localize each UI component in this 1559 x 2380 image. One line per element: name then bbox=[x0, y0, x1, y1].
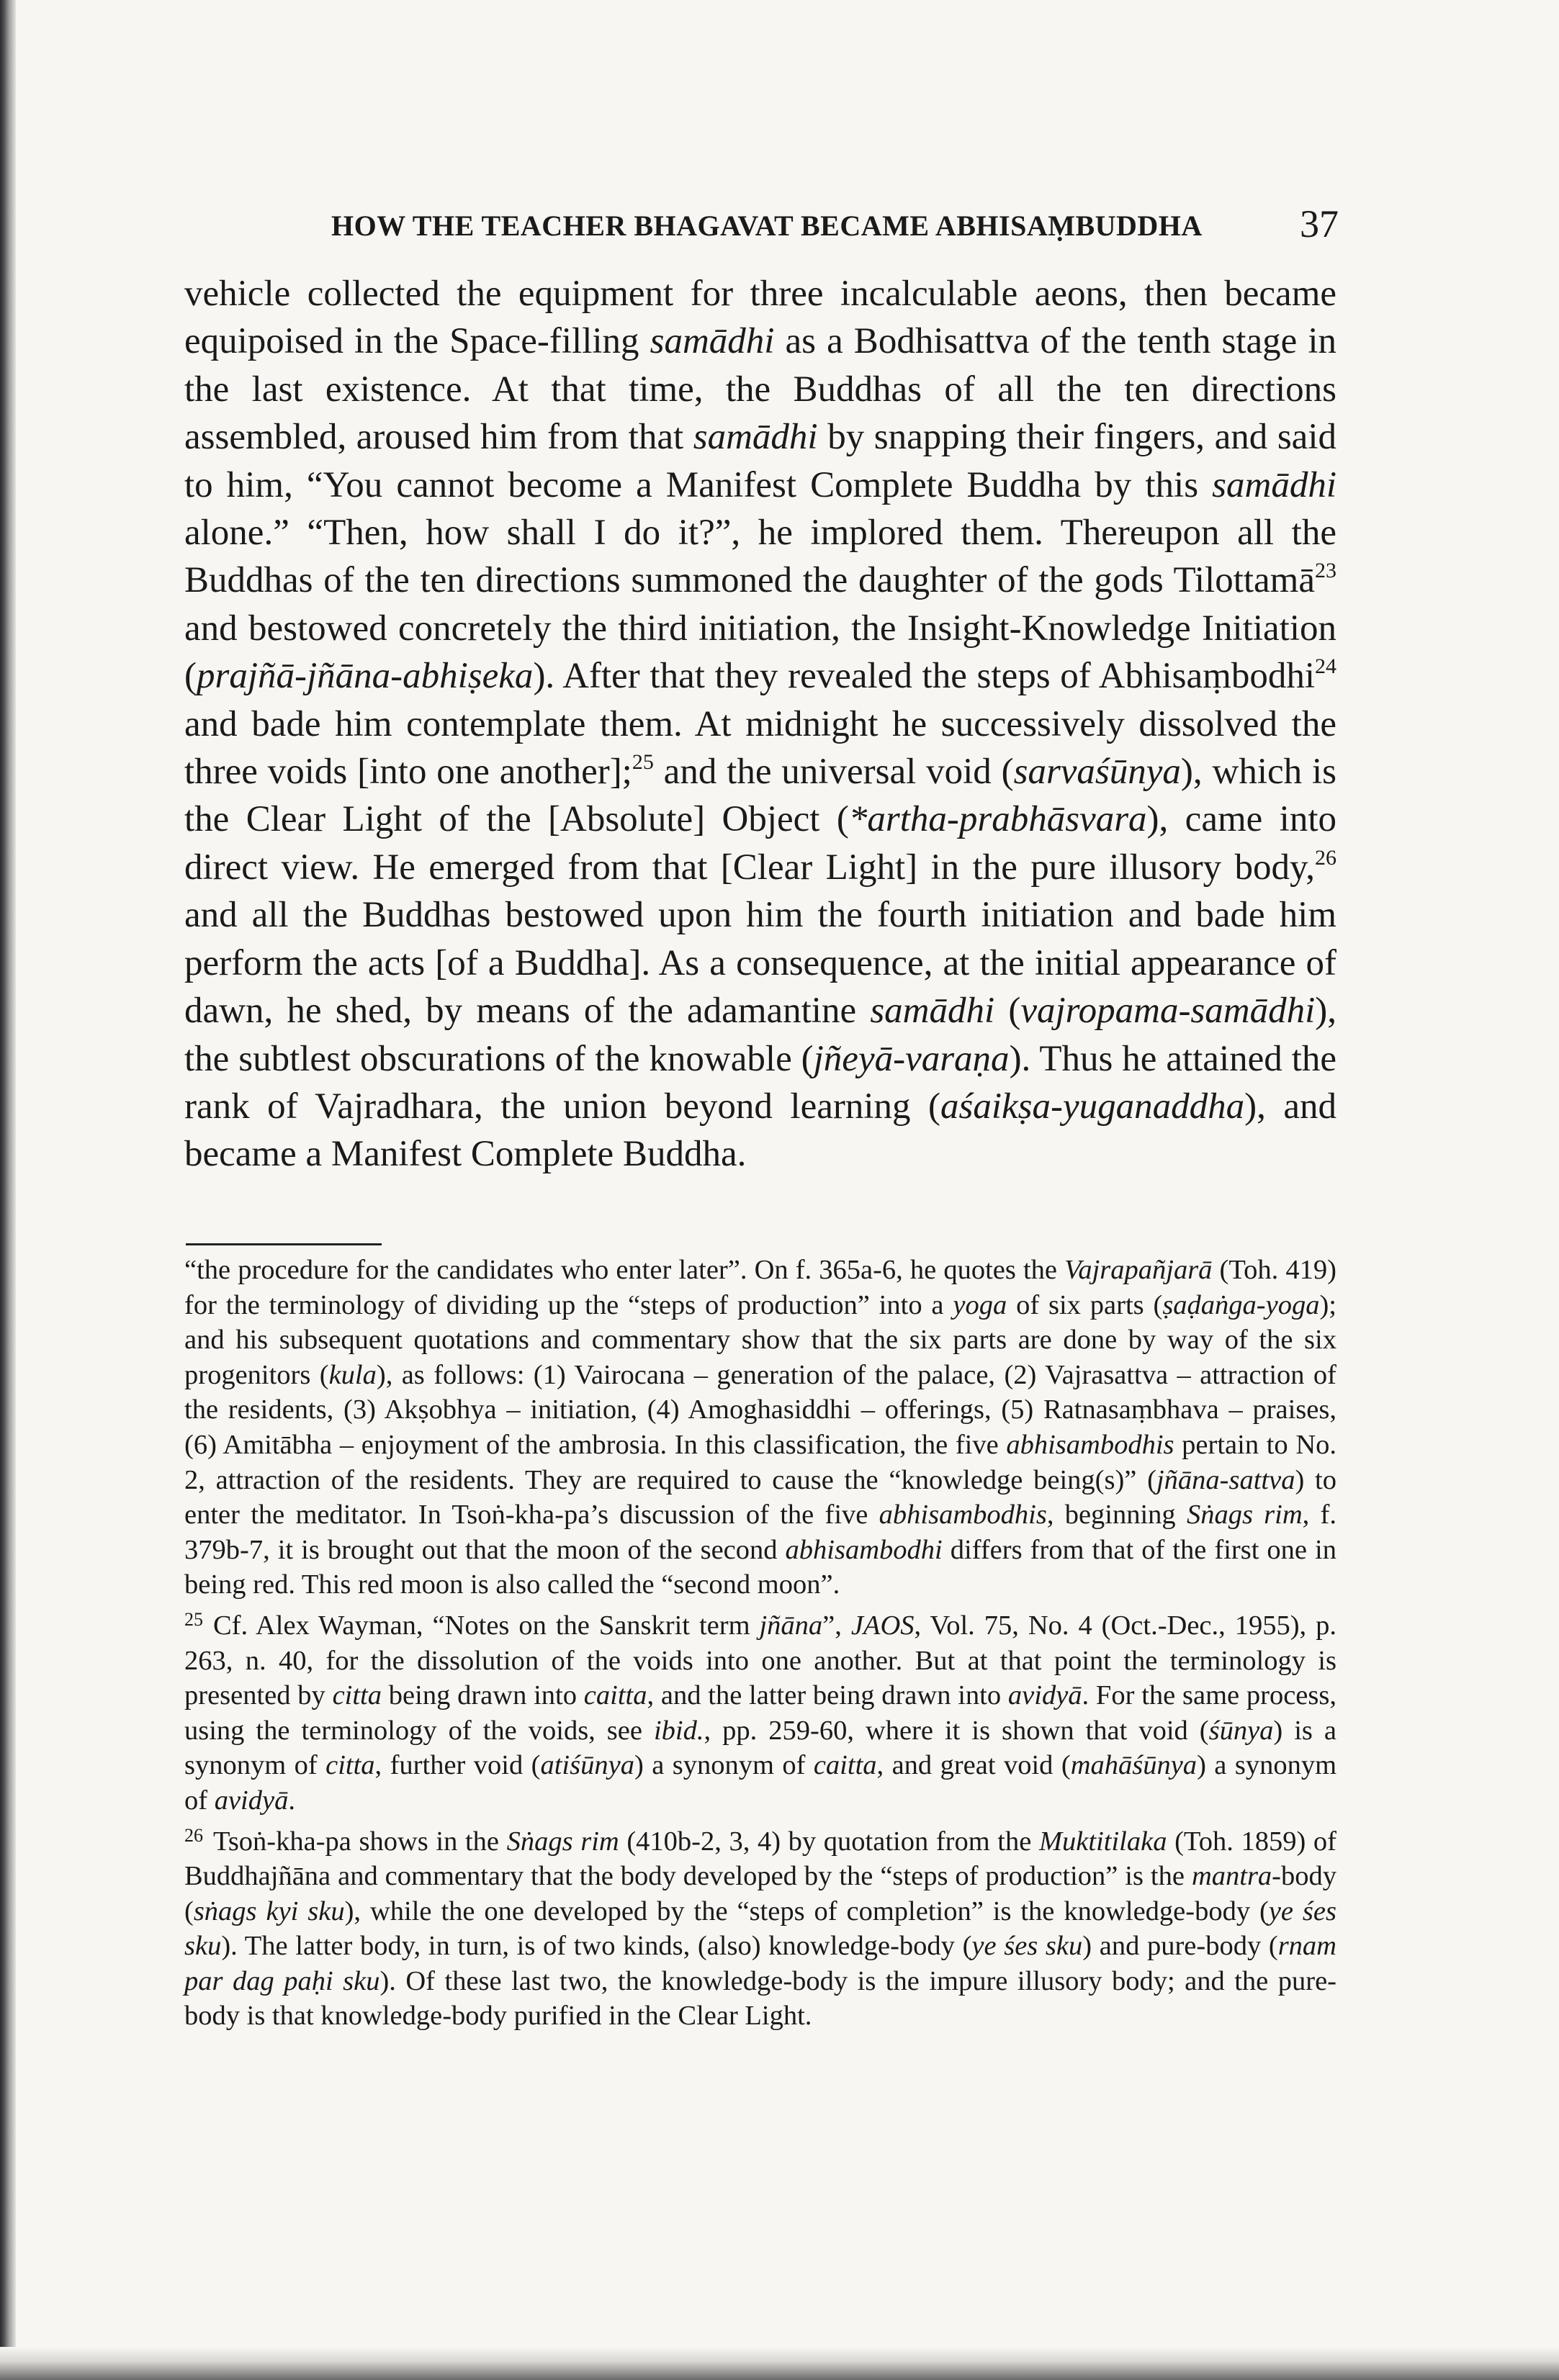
text-run: ) a synonym of bbox=[184, 1750, 1337, 1816]
text-run: , beginning bbox=[1046, 1500, 1187, 1531]
text-run: , Vol. 75, No. 4 (Oct.-Dec., 1955), p. 263, n. 40, for the dissolution of the voids into one another. But at that point the terminology is presented by bbox=[184, 1610, 1336, 1711]
text-run: ). The latter body, in turn, is of two kinds, (also) knowledge-body ( bbox=[221, 1931, 972, 1962]
text-run: ) a synonym of bbox=[634, 1750, 814, 1781]
italic-term: vajropama-samādhi bbox=[1020, 991, 1316, 1032]
italic-term: kula bbox=[328, 1359, 377, 1390]
italic-term: atiśūnya bbox=[540, 1750, 634, 1781]
footnote-number: 26 bbox=[184, 1824, 203, 1846]
text-run: ), as follows: (1) Vairocana – generation of the palace, (2) Vajrasattva – attraction of the residents, (3) Akṣobhya – initiation, (4) Amoghasiddhi – offerings, (5) Ratnasaṃbhava – praises, (6) Amitābha – enjoyment of the ambrosia. In this classification, the five bbox=[184, 1359, 1336, 1460]
text-run: and bestowed concretely the third initiation, the Insight-Knowledge Initiation ( bbox=[184, 608, 1336, 697]
italic-term: abhisambodhis bbox=[1006, 1429, 1174, 1460]
text-run: differs from that of the first one in being red. This red moon is also called the “second moon”. bbox=[184, 1534, 1336, 1600]
running-head bbox=[0, 202, 1411, 266]
footnote-ref-26: 26 bbox=[1315, 845, 1336, 870]
italic-term: yoga bbox=[953, 1289, 1007, 1320]
text-run: ) is a synonym of bbox=[184, 1715, 1337, 1781]
italic-term: samādhi bbox=[650, 321, 775, 362]
italic-term: samādhi bbox=[870, 991, 995, 1032]
text-run: alone.” “Then, how shall I do it?”, he implored them. Thereupon all the Buddhas of the ten directions summoned the daughter of the gods Tilottamā bbox=[184, 513, 1336, 601]
text-run: ) to enter the meditator. In Tsoṅ-kha-pa’s discussion of the five bbox=[184, 1464, 1336, 1531]
italic-term: mahāśūnya bbox=[1070, 1750, 1198, 1781]
italic-term: rnam par dag paḥi sku bbox=[184, 1931, 1336, 1996]
text-run: ), the subtlest obscurations of the knowable ( bbox=[184, 991, 1337, 1079]
italic-term: Vajrapañjarā bbox=[1064, 1255, 1213, 1285]
italic-term: JAOS bbox=[850, 1610, 915, 1641]
text-run: ). Of these last two, the knowledge-body is the impure illusory body; and the pure-body is that knowledge-body purified in the Clear Light. bbox=[184, 1965, 1336, 2032]
text-run: ), came into direct view. He emerged from that [Clear Light] in the pure illusory body, bbox=[184, 799, 1336, 888]
italic-term: ibid. bbox=[653, 1715, 704, 1746]
italic-term: abhisambodhi bbox=[785, 1534, 943, 1565]
text-run: and bade him contemplate them. At midnight he successively dissolved the three voids [into one another]; bbox=[184, 703, 1336, 793]
italic-term: Sṅags rim bbox=[506, 1826, 619, 1857]
text-run: . For the same process, using the terminology of the voids, see bbox=[184, 1680, 1336, 1746]
footnote-number: 25 bbox=[184, 1608, 203, 1630]
italic-term: caitta bbox=[583, 1680, 647, 1711]
text-run: of six parts ( bbox=[1007, 1289, 1163, 1320]
text-run: -body ( bbox=[184, 1861, 1336, 1926]
italic-term: jñāna-sattva bbox=[1156, 1464, 1295, 1495]
text-run: ) and pure-body ( bbox=[1082, 1931, 1278, 1962]
text-run: ). After that they revealed the steps of Abhisaṃbodhi bbox=[533, 656, 1315, 697]
text-run: . bbox=[288, 1785, 295, 1816]
scan-bottom-shadow bbox=[0, 2347, 1559, 2380]
scan-edge-shadow bbox=[0, 0, 16, 2380]
italic-term: citta bbox=[325, 1750, 375, 1781]
italic-term: avidyā bbox=[1007, 1680, 1082, 1711]
text-run: , and the latter being drawn into bbox=[647, 1680, 1008, 1711]
italic-term: prajñā-jñāna-abhiṣeka bbox=[196, 656, 534, 697]
footnote-ref-25: 25 bbox=[632, 750, 654, 775]
italic-term: jñāna bbox=[759, 1610, 823, 1641]
italic-term: samādhi bbox=[693, 417, 818, 458]
footnote-ref-23: 23 bbox=[1315, 559, 1336, 583]
italic-term: avidyā bbox=[214, 1785, 289, 1816]
text-run: and the universal void ( bbox=[653, 752, 1014, 793]
footnote-continuation bbox=[184, 1253, 1336, 1603]
italic-term: abhisambodhis bbox=[879, 1500, 1047, 1531]
italic-term: caitta bbox=[813, 1750, 877, 1781]
footnotes bbox=[184, 1253, 1336, 2034]
text-run: (Toh. 1859) of Buddhajñāna and commentary that the body developed by the “steps of production” is the bbox=[184, 1826, 1336, 1892]
text-run: ), and became a Manifest Complete Buddha. bbox=[184, 1086, 1336, 1175]
text-run: ( bbox=[994, 991, 1021, 1032]
text-run: being drawn into bbox=[382, 1680, 584, 1711]
text-run: ). Thus he attained the rank of Vajradhara, the union beyond learning ( bbox=[184, 1038, 1337, 1127]
italic-term: mantra bbox=[1191, 1861, 1272, 1892]
footnote-rule bbox=[186, 1243, 382, 1245]
footnote-ref-24: 24 bbox=[1315, 654, 1336, 679]
text-run: ); and his subsequent quotations and commentary show that the six parts are done by way of the six progenitors ( bbox=[184, 1289, 1336, 1390]
text-run: as a Bodhisattva of the tenth stage in the last existence. At that time, the Buddhas of all the ten directions assembled, aroused him from that bbox=[184, 321, 1336, 458]
italic-term: *artha-prabhāsvara bbox=[848, 799, 1147, 840]
text-run: (410b-2, 3, 4) by quotation from the bbox=[619, 1826, 1039, 1857]
main-paragraph bbox=[184, 270, 1336, 1178]
text-run: (Toh. 419) for the terminology of dividing up the “steps of production” into a bbox=[184, 1255, 1336, 1320]
italic-term: aśaikṣa-yuganaddha bbox=[940, 1086, 1245, 1127]
text-run: , pp. 259-60, where it is shown that void ( bbox=[704, 1715, 1209, 1746]
running-title: HOW THE TEACHER BHAGAVAT BECAME ABHISAṂBUDDHA bbox=[331, 209, 1203, 242]
text-run: ), while the one developed by the “steps of completion” is the knowledge-body ( bbox=[344, 1896, 1269, 1926]
page-number: 37 bbox=[1300, 202, 1339, 245]
text-run: vehicle collected the equipment for three incalculable aeons, then became equipoised in the Space-filling bbox=[184, 274, 1336, 362]
text-run: and all the Buddhas bestowed upon him the fourth initiation and bade him perform the acts [of a Buddha]. As a consequence, at the initial appearance of dawn, he shed, by means of the adamantine bbox=[184, 895, 1336, 1032]
footnote-26 bbox=[184, 1818, 1336, 2034]
italic-term: citta bbox=[332, 1680, 382, 1711]
italic-term: ṣaḍaṅga-yoga bbox=[1162, 1289, 1320, 1320]
footnote-25 bbox=[184, 1603, 1336, 1818]
italic-term: ye śes sku bbox=[971, 1931, 1083, 1962]
text-run: “the procedure for the candidates who enter later”. On f. 365a-6, he quotes the bbox=[184, 1255, 1065, 1285]
text-run: by snapping their fingers, and said to him, “You cannot become a Manifest Complete Buddha by this bbox=[184, 417, 1336, 505]
italic-term: ye śes sku bbox=[184, 1896, 1336, 1962]
italic-term: sṅags kyi sku bbox=[193, 1896, 345, 1926]
text-run: , further void ( bbox=[374, 1750, 541, 1781]
italic-term: Muktitilaka bbox=[1038, 1826, 1167, 1857]
italic-term: samādhi bbox=[1212, 464, 1336, 505]
italic-term: śūnya bbox=[1208, 1715, 1274, 1746]
main-text bbox=[184, 270, 1336, 1178]
text-run: , f. 379b-7, it is brought out that the moon of the second bbox=[184, 1500, 1336, 1565]
text-run: Tsoṅ-kha-pa shows in the bbox=[213, 1826, 507, 1857]
italic-term: Sṅags rim bbox=[1186, 1500, 1303, 1531]
text-run: ), which is the Clear Light of the [Absolute] Object ( bbox=[184, 752, 1336, 840]
text-run: pertain to No. 2, attraction of the residents. They are required to cause the “knowledge being(s)” ( bbox=[184, 1429, 1336, 1495]
italic-term: jñeyā-varaṇa bbox=[813, 1038, 1010, 1079]
text-run: , and great void ( bbox=[876, 1750, 1071, 1781]
text-run: ”, bbox=[822, 1610, 851, 1641]
italic-term: sarvaśūnya bbox=[1013, 752, 1181, 793]
text-run: Cf. Alex Wayman, “Notes on the Sanskrit term bbox=[213, 1610, 760, 1641]
